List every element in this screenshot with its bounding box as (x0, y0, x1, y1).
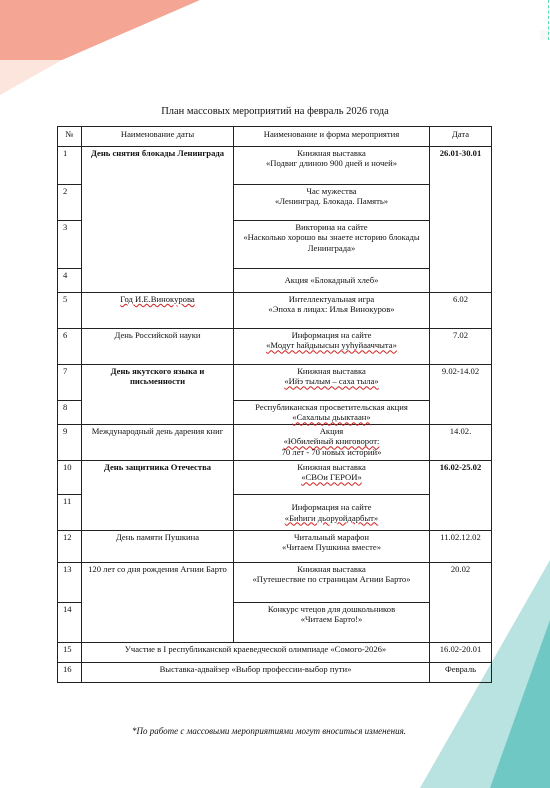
table-row (58, 329, 492, 365)
merged-event-cell: Участие в I республиканской краеведческой олимпиаде «Сомого-2026» (82, 643, 430, 663)
table-row (58, 293, 492, 329)
event-line: «Читаем Пушкина вместе» (281, 542, 382, 553)
footnote: *По работе с массовыми мероприятиями могут вноситься изменения. (132, 726, 407, 736)
event-cell (234, 329, 430, 365)
event-cell (234, 495, 430, 531)
event-line: Информация на сайте (291, 502, 372, 513)
event-cell (234, 425, 430, 461)
row-num: 7 (58, 365, 82, 401)
row-num: 5 (58, 293, 82, 329)
header-date-name: Наименование даты (82, 127, 234, 147)
event-line: «Насколько хорошо вы знаете историю блокады Ленинграда» (243, 232, 420, 253)
event-line: Книжная выставка (297, 148, 366, 158)
row-num: 8 (58, 401, 82, 425)
date-cell: 16.02-20.01 (430, 643, 492, 663)
date-name-cell: 120 лет со дня рождения Агнии Барто (82, 563, 234, 643)
row-num: 2 (58, 185, 82, 221)
date-name-cell: День памяти Пушкина (82, 531, 234, 563)
event-cell (234, 531, 430, 563)
event-cell (234, 461, 430, 495)
page-title: План массовых мероприятий на февраль 2026 года (161, 106, 389, 117)
event-line: «Подвиг длиною 900 дней и ночей» (265, 158, 397, 169)
row-num: 6 (58, 329, 82, 365)
date-name-cell (82, 147, 234, 293)
event-line: «Юбилейный книговорот: (283, 436, 380, 447)
date-name-cell: День якутского языка и письменности (82, 365, 234, 425)
date-cell: 11.02.12.02 (430, 531, 492, 563)
date-name-text: День снятия блокады Ленинграда (90, 148, 225, 158)
event-line: Викторина на сайте (295, 222, 368, 232)
table-row (58, 461, 492, 495)
event-cell (234, 365, 430, 401)
table-row (58, 643, 492, 663)
event-line: Информация на сайте (291, 330, 372, 340)
event-line: Читальный марафон (293, 532, 370, 542)
date-cell: 20.02 (430, 563, 492, 643)
date-name-cell: День Российской науки (82, 329, 234, 365)
event-line: Час мужества (306, 186, 357, 196)
date-cell: 16.02-25.02 (430, 461, 492, 531)
event-line: «Биһиги дьоруойдарбыт» (284, 512, 379, 523)
event-line: «Сахалыы дьыктаан» (292, 412, 371, 423)
row-num: 14 (58, 603, 82, 643)
table-row (58, 563, 492, 603)
event-cell (234, 147, 430, 185)
date-name-text: Год И.Е.Винокурова (120, 294, 195, 304)
event-line: «Читаем Барто!» (300, 614, 363, 625)
event-line: Конкурс чтецов для дошкольников (267, 604, 396, 614)
row-num: 10 (58, 461, 82, 495)
table-row (58, 531, 492, 563)
row-num: 12 (58, 531, 82, 563)
event-cell (234, 221, 430, 269)
header-date: Дата (430, 127, 492, 147)
row-num: 4 (58, 269, 82, 293)
event-line: 70 лет - 70 новых историй» (281, 446, 382, 457)
event-line: «Ийэ тылым – саха тыла» (284, 376, 379, 387)
event-line: Книжная выставка (297, 564, 366, 574)
date-cell: 26.01-30.01 (430, 147, 492, 293)
event-line: «Путешествие по страницам Агнии Барто» (252, 574, 411, 585)
date-name-cell: День защитника Отечества (82, 461, 234, 531)
date-cell: Февраль (430, 663, 492, 683)
date-cell: 9.02-14.02 (430, 365, 492, 425)
event-line: «Эпоха в лицах: Илья Винокуров» (268, 304, 395, 315)
event-cell (234, 269, 430, 293)
event-line: «Модут һайдыысын ууһуйааччыта» (266, 340, 397, 351)
peach-corner-shape (0, 60, 62, 95)
merged-event-cell: Выставка-адвайзер «Выбор профессии-выбор пути» (82, 663, 430, 683)
row-num: 13 (58, 563, 82, 603)
date-cell: 7.02 (430, 329, 492, 365)
row-num: 15 (58, 643, 82, 663)
row-num: 9 (58, 425, 82, 461)
event-line: «СВОи ГЕРОИ» (301, 472, 362, 483)
event-line: Республиканская просветительская акция (255, 402, 408, 412)
header-num: № (58, 127, 82, 147)
row-num: 1 (58, 147, 82, 185)
row-num: 3 (58, 221, 82, 269)
date-cell: 14.02. (430, 425, 492, 461)
date-name-cell (82, 293, 234, 329)
corner-marker (541, 0, 549, 40)
event-cell (234, 185, 430, 221)
event-line: Акция «Блокадный хлеб» (284, 275, 379, 286)
row-num: 11 (58, 495, 82, 531)
header-event: Наименование и форма мероприятия (234, 127, 430, 147)
event-line: Акция (319, 426, 344, 436)
date-cell: 6.02 (430, 293, 492, 329)
event-line: «Ленинград. Блокада. Память» (274, 196, 389, 207)
event-line: Книжная выставка (297, 366, 366, 376)
date-name-cell: Международный день дарения книг (82, 425, 234, 461)
row-num: 16 (58, 663, 82, 683)
event-line: Интеллектуальная игра (288, 294, 375, 304)
event-line: Книжная выставка (297, 462, 366, 472)
table-row (58, 147, 492, 185)
event-cell (234, 603, 430, 643)
event-cell (234, 293, 430, 329)
table-row (58, 663, 492, 683)
table-header-row (58, 127, 492, 147)
events-table (57, 126, 492, 683)
event-cell (234, 563, 430, 603)
event-cell (234, 401, 430, 425)
table-row (58, 425, 492, 461)
table-row (58, 365, 492, 401)
